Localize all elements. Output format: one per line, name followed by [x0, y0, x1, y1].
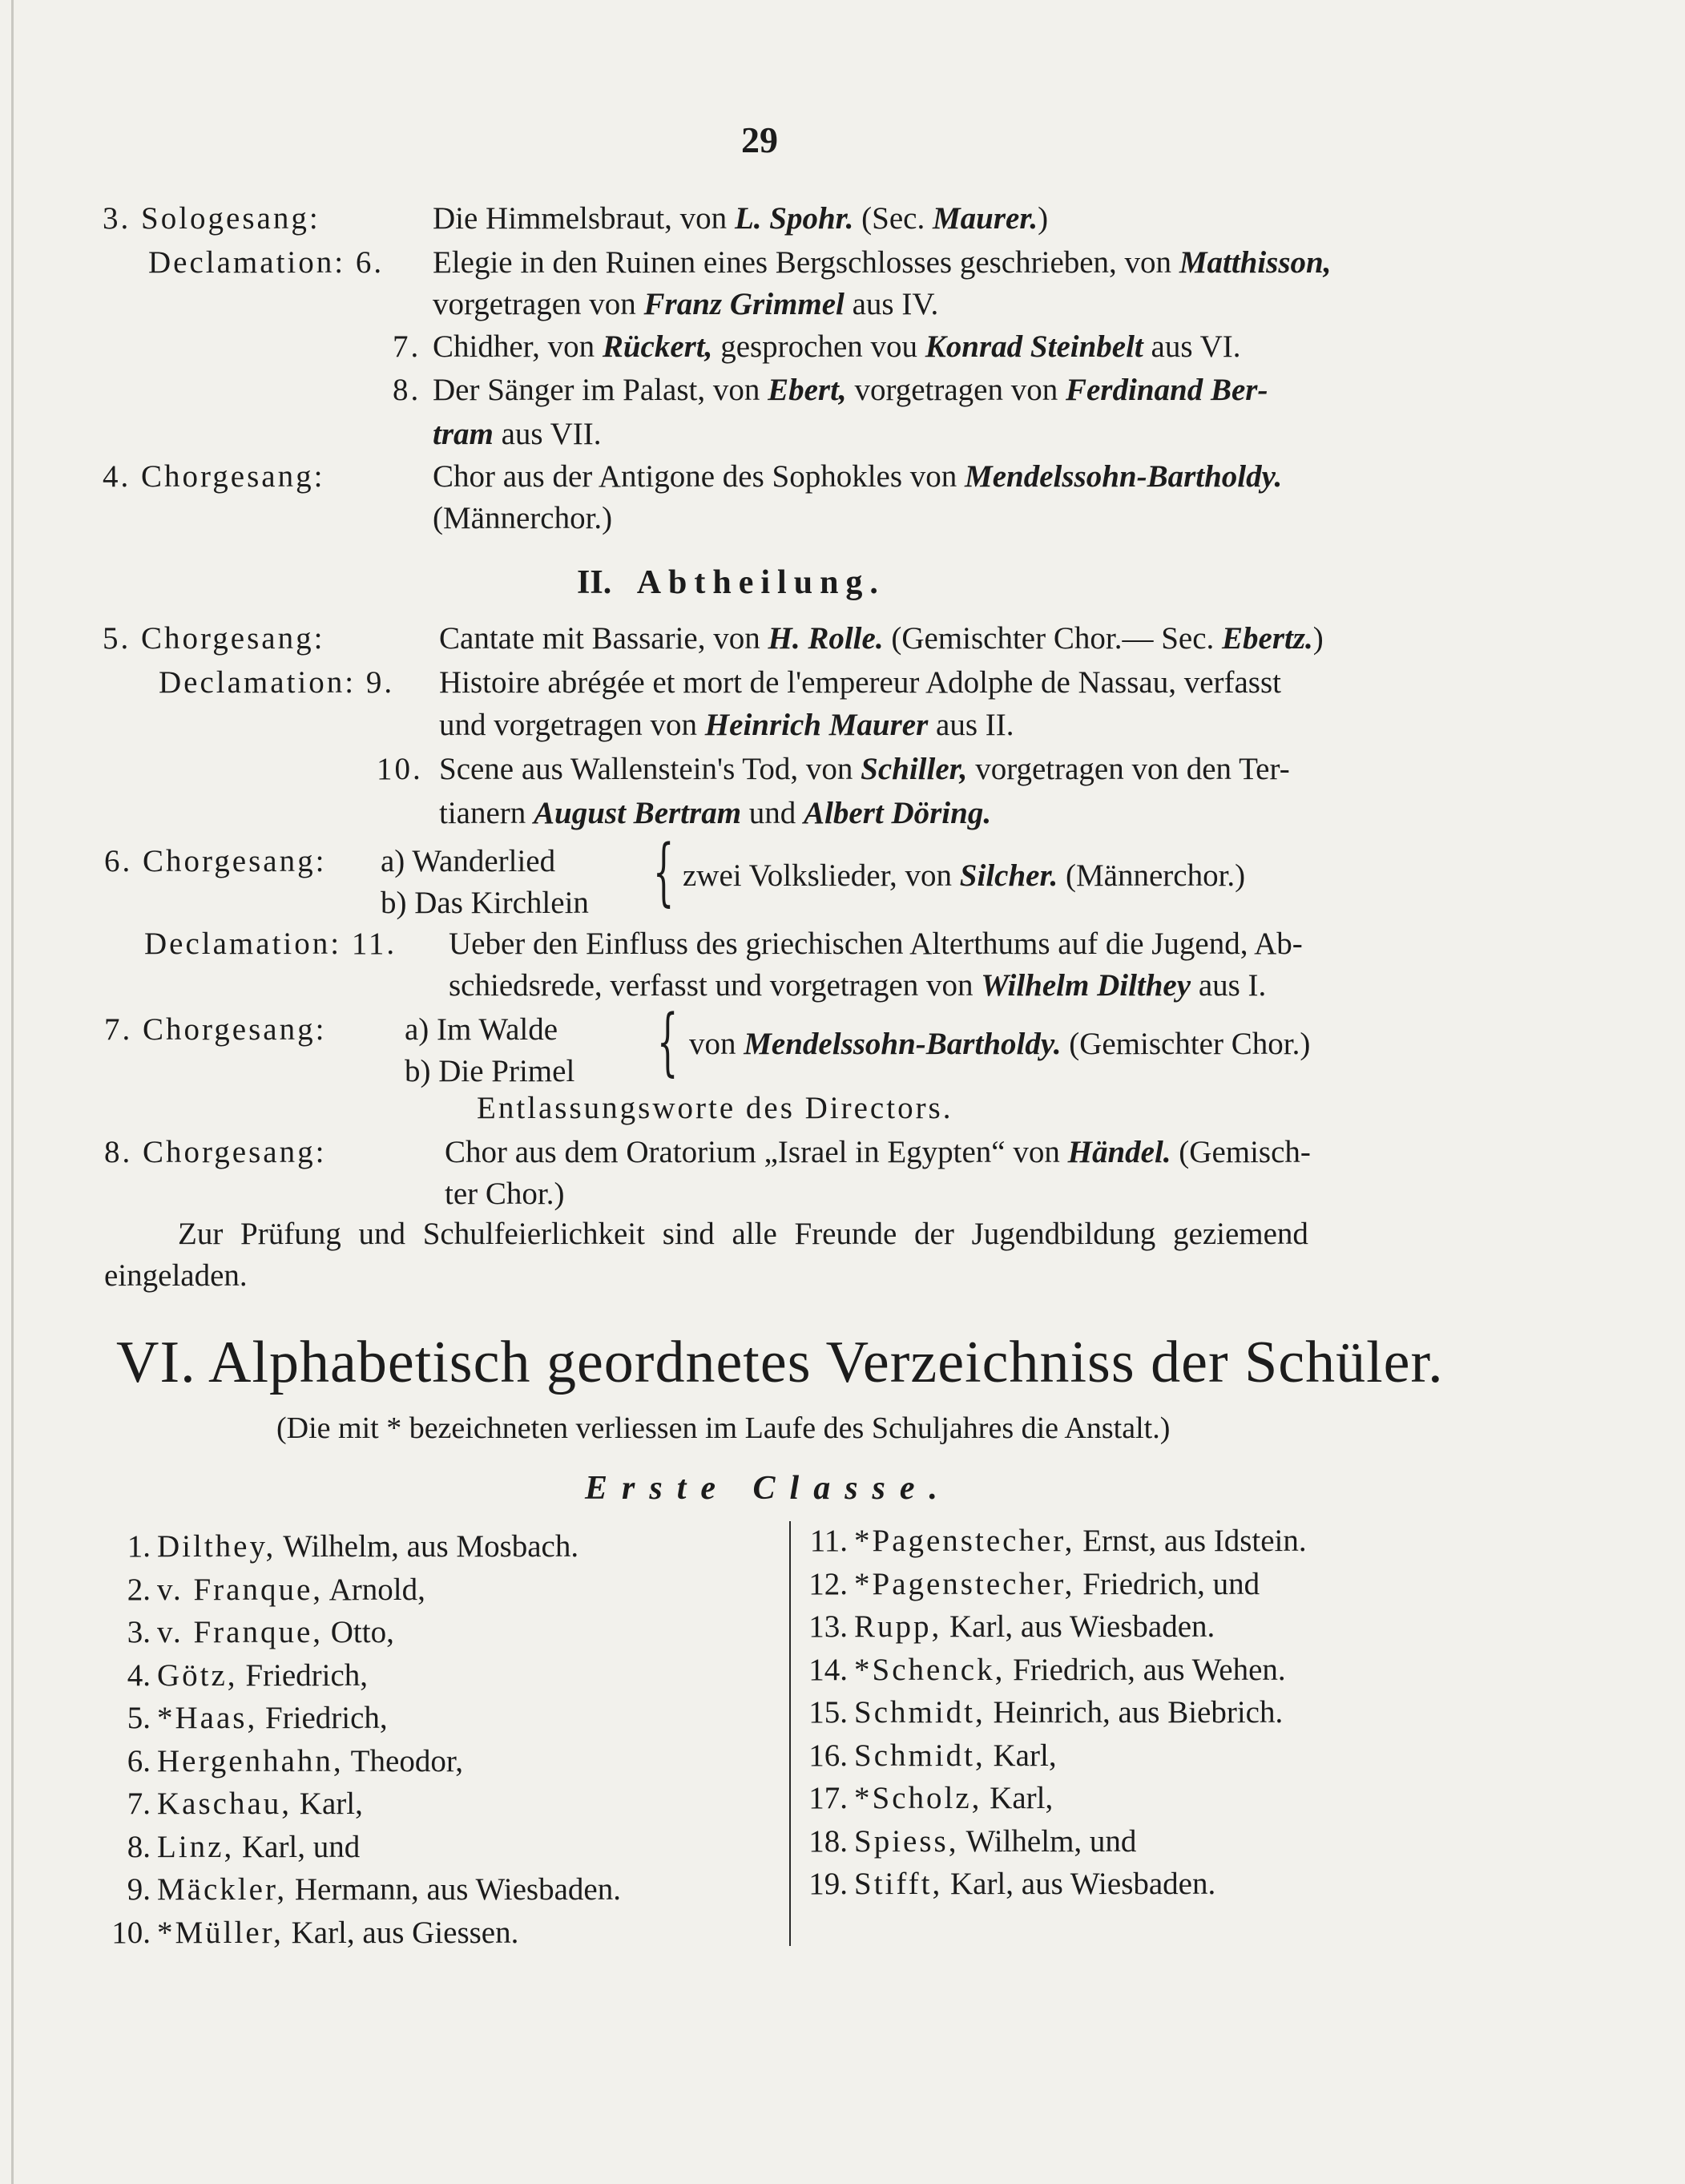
program-line-text-6: Chor aus der Antigone des Sophokles von Mendelssohn-Bartholdy. [433, 459, 1283, 494]
student-row [104, 1827, 360, 1867]
student-surname: Götz, [157, 1657, 238, 1693]
song6-a: a) Wanderlied [381, 844, 556, 878]
decl11-line-text-1: schiedsrede, verfasst und vorgetragen von Wilhelm Dilthey aus I. [449, 968, 1267, 1003]
program2-line-text-3: Scene aus Wallenstein's Tod, von Schiller, vorgetragen von den Ter- [439, 752, 1290, 786]
student-number: 13. [808, 1609, 848, 1644]
student-row [104, 1913, 518, 1953]
student-number: 17. [808, 1781, 848, 1815]
emphasis-name: Ebertz. [1222, 621, 1313, 656]
student-row [104, 1742, 463, 1782]
student-number: 12. [808, 1566, 848, 1601]
song7-b: b) Die Primel [405, 1054, 575, 1088]
program2-line-text-4: tianern August Bertram und Albert Döring. [439, 796, 992, 830]
student-details: Karl, aus Giessen. [283, 1915, 519, 1950]
emphasis-name: August Bertram [534, 796, 742, 830]
student-row [801, 1778, 1053, 1819]
emphasis-name: Händel. [1067, 1135, 1171, 1169]
student-surname: Dilthey, [157, 1529, 276, 1564]
student-surname: *Haas, [157, 1701, 258, 1735]
student-details: Ernst, aus Idstein. [1074, 1524, 1307, 1558]
emphasis-name: Silcher. [959, 858, 1058, 893]
student-details: Friedrich, [237, 1657, 369, 1693]
song6-label: 6. Chorgesang: [104, 844, 327, 878]
student-number: 16. [808, 1738, 848, 1773]
song6-b: b) Das Kirchlein [381, 886, 589, 920]
invitation-line-2: eingeladen. [104, 1258, 248, 1293]
emphasis-name: L. Spohr. [734, 201, 854, 236]
student-row [801, 1693, 1283, 1733]
director-words: Entlassungsworte des Directors. [477, 1091, 953, 1125]
emphasis-name: Ebert, [768, 373, 847, 407]
student-row [801, 1736, 1057, 1776]
student-details: Karl, und [234, 1829, 361, 1864]
program-line-text-7: (Männerchor.) [433, 501, 613, 535]
student-details: Heinrich, aus Biebrich. [985, 1695, 1284, 1730]
student-details: Friedrich, [257, 1701, 388, 1735]
student-row [104, 1570, 425, 1610]
student-row [801, 1607, 1215, 1647]
student-number: 19. [808, 1867, 848, 1901]
page-edge-shadow [11, 0, 14, 2184]
decl11-line-text-0: Ueber den Einfluss des griechischen Alterthums auf die Jugend, Ab- [449, 926, 1303, 961]
student-number: 8. [127, 1829, 151, 1864]
student-details: Karl, [292, 1786, 363, 1821]
program2-line-text-2: und vorgetragen von Heinrich Maurer aus II. [439, 708, 1014, 742]
column-divider [789, 1521, 791, 1946]
emphasis-name: Mendelssohn-Bartholdy. [965, 459, 1283, 494]
student-surname: *Schenck, [854, 1652, 1006, 1687]
student-surname: Hergenhahn, [157, 1743, 344, 1778]
student-surname: *Müller, [157, 1915, 284, 1950]
section-heading-text: Abtheilung. [636, 564, 885, 601]
emphasis-name: Mendelssohn-Bartholdy. [744, 1027, 1062, 1061]
student-surname: *Pagenstecher, [854, 1524, 1075, 1558]
page-number: 29 [741, 119, 778, 160]
student-surname: Schmidt, [854, 1695, 986, 1730]
song8-line-label-0: 8. Chorgesang: [104, 1135, 327, 1169]
program-line-text-0: Die Himmelsbraut, von L. Spohr. (Sec. Maurer.) [433, 201, 1049, 236]
emphasis-name: Matthisson, [1179, 245, 1332, 280]
program-line-text-4: Der Sänger im Palast, von Ebert, vorgetragen von Ferdinand Ber- [433, 373, 1268, 407]
emphasis-name: Albert Döring. [804, 796, 992, 830]
emphasis-name: tram [433, 417, 494, 451]
student-surname: *Pagenstecher, [854, 1566, 1075, 1601]
emphasis-name: Maurer. [932, 201, 1038, 236]
student-surname: v. Franque, [157, 1615, 324, 1649]
student-surname: Rupp, [854, 1609, 942, 1644]
section-heading-abtheilung [577, 563, 885, 602]
student-row [801, 1650, 1286, 1690]
student-number: 5. [127, 1701, 151, 1735]
emphasis-name: Ferdinand Ber- [1065, 373, 1268, 407]
song8-line-text-1: ter Chor.) [445, 1177, 565, 1211]
student-details: Otto, [323, 1615, 394, 1649]
emphasis-name: Konrad Steinbelt [925, 329, 1143, 364]
student-details: Theodor, [343, 1743, 463, 1778]
program-line-label-3: 7. [393, 329, 421, 364]
student-details: Friedrich, und [1074, 1566, 1260, 1601]
emphasis-name: Franz Grimmel [643, 287, 845, 321]
program-line-label-1: Declamation: 6. [148, 245, 385, 280]
student-number: 18. [808, 1823, 848, 1859]
class-heading: Erste Classe. [585, 1470, 953, 1507]
student-number: 10. [111, 1915, 151, 1950]
program2-line-label-1: Declamation: 9. [159, 665, 395, 700]
student-row [104, 1656, 368, 1696]
program-line-label-4: 8. [393, 373, 421, 407]
student-details: Friedrich, aus Wehen. [1005, 1652, 1286, 1687]
student-number: 1. [127, 1529, 151, 1564]
student-details: Wilhelm, aus Mosbach. [276, 1529, 579, 1564]
student-number: 11. [809, 1524, 848, 1558]
program-line-text-5: tram aus VII. [433, 417, 602, 451]
student-surname: Linz, [157, 1829, 235, 1864]
student-number: 9. [127, 1872, 151, 1907]
student-number: 2. [127, 1572, 151, 1607]
student-row [104, 1613, 394, 1653]
program2-line-text-1: Histoire abrégée et mort de l'empereur Adolphe de Nassau, verfasst [439, 665, 1281, 700]
student-number: 4. [127, 1657, 151, 1693]
student-details: Arnold, [323, 1572, 425, 1607]
student-surname: Schmidt, [854, 1738, 986, 1773]
student-surname: Mäckler, [157, 1872, 288, 1907]
emphasis-name: H. Rolle. [768, 621, 884, 656]
student-row [104, 1527, 578, 1567]
invitation-line-1: Zur Prüfung und Schulfeierlichkeit sind alle Freunde der Jugendbildung geziemend [178, 1217, 1308, 1251]
student-number: 14. [808, 1652, 848, 1687]
song8-line-text-0: Chor aus dem Oratorium „Israel in Egypten“ von Händel. (Gemisch- [445, 1135, 1311, 1169]
student-number: 15. [808, 1695, 848, 1730]
student-number: 7. [127, 1786, 151, 1821]
section-heading-numeral: II. [577, 564, 612, 601]
emphasis-name: Wilhelm Dilthey [981, 968, 1191, 1003]
student-surname: Kaschau, [157, 1786, 292, 1821]
section-vi-note: (Die mit * bezeichneten verliessen im Laufe des Schuljahres die Anstalt.) [276, 1411, 1171, 1445]
emphasis-name: Heinrich Maurer [704, 708, 929, 742]
student-surname: Stifft, [854, 1867, 943, 1901]
program2-line-label-3: 10. [377, 752, 423, 786]
decl11-line-label-0: Declamation: 11. [144, 926, 397, 961]
song6-description: zwei Volkslieder, von Silcher. (Männerchor.) [683, 858, 1246, 893]
student-row [104, 1870, 621, 1910]
student-details: Karl, aus Wiesbaden. [941, 1609, 1215, 1644]
student-row [801, 1822, 1136, 1862]
emphasis-name: Schiller, [861, 752, 968, 786]
student-row [801, 1864, 1215, 1904]
program2-line-label-0: 5. Chorgesang: [103, 621, 325, 656]
student-row [801, 1564, 1260, 1605]
song7-brace: { [657, 999, 679, 1084]
emphasis-name: Rückert, [602, 329, 713, 364]
student-details: Karl, [982, 1781, 1054, 1815]
student-row [801, 1521, 1307, 1561]
song7-label: 7. Chorgesang: [104, 1012, 327, 1047]
student-details: Karl, aus Wiesbaden. [942, 1867, 1216, 1901]
program-line-text-2: vorgetragen von Franz Grimmel aus IV. [433, 287, 939, 321]
student-row [104, 1698, 388, 1738]
student-number: 6. [127, 1743, 151, 1778]
student-details: Wilhelm, und [958, 1823, 1137, 1859]
student-surname: Spiess, [854, 1823, 959, 1859]
program-line-label-6: 4. Chorgesang: [103, 459, 325, 494]
song7-a: a) Im Walde [405, 1012, 558, 1047]
program-line-label-0: 3. Sologesang: [103, 201, 320, 236]
program2-line-text-0: Cantate mit Bassarie, von H. Rolle. (Gemischter Chor.— Sec. Ebertz.) [439, 621, 1324, 656]
student-surname: v. Franque, [157, 1572, 324, 1607]
program-line-text-3: Chidher, von Rückert, gesprochen vou Konrad Steinbelt aus VI. [433, 329, 1241, 364]
student-details: Hermann, aus Wiesbaden. [287, 1872, 621, 1907]
student-details: Karl, [985, 1738, 1057, 1773]
student-row [104, 1784, 363, 1824]
program-line-text-1: Elegie in den Ruinen eines Bergschlosses geschrieben, von Matthisson, [433, 245, 1332, 280]
section-vi-title: VI. Alphabetisch geordnetes Verzeichniss der Schüler. [116, 1330, 1444, 1395]
student-number: 3. [127, 1615, 151, 1649]
song6-brace: { [653, 829, 675, 914]
student-surname: *Scholz, [854, 1781, 982, 1815]
song7-description: von Mendelssohn-Bartholdy. (Gemischter Chor.) [689, 1027, 1311, 1061]
